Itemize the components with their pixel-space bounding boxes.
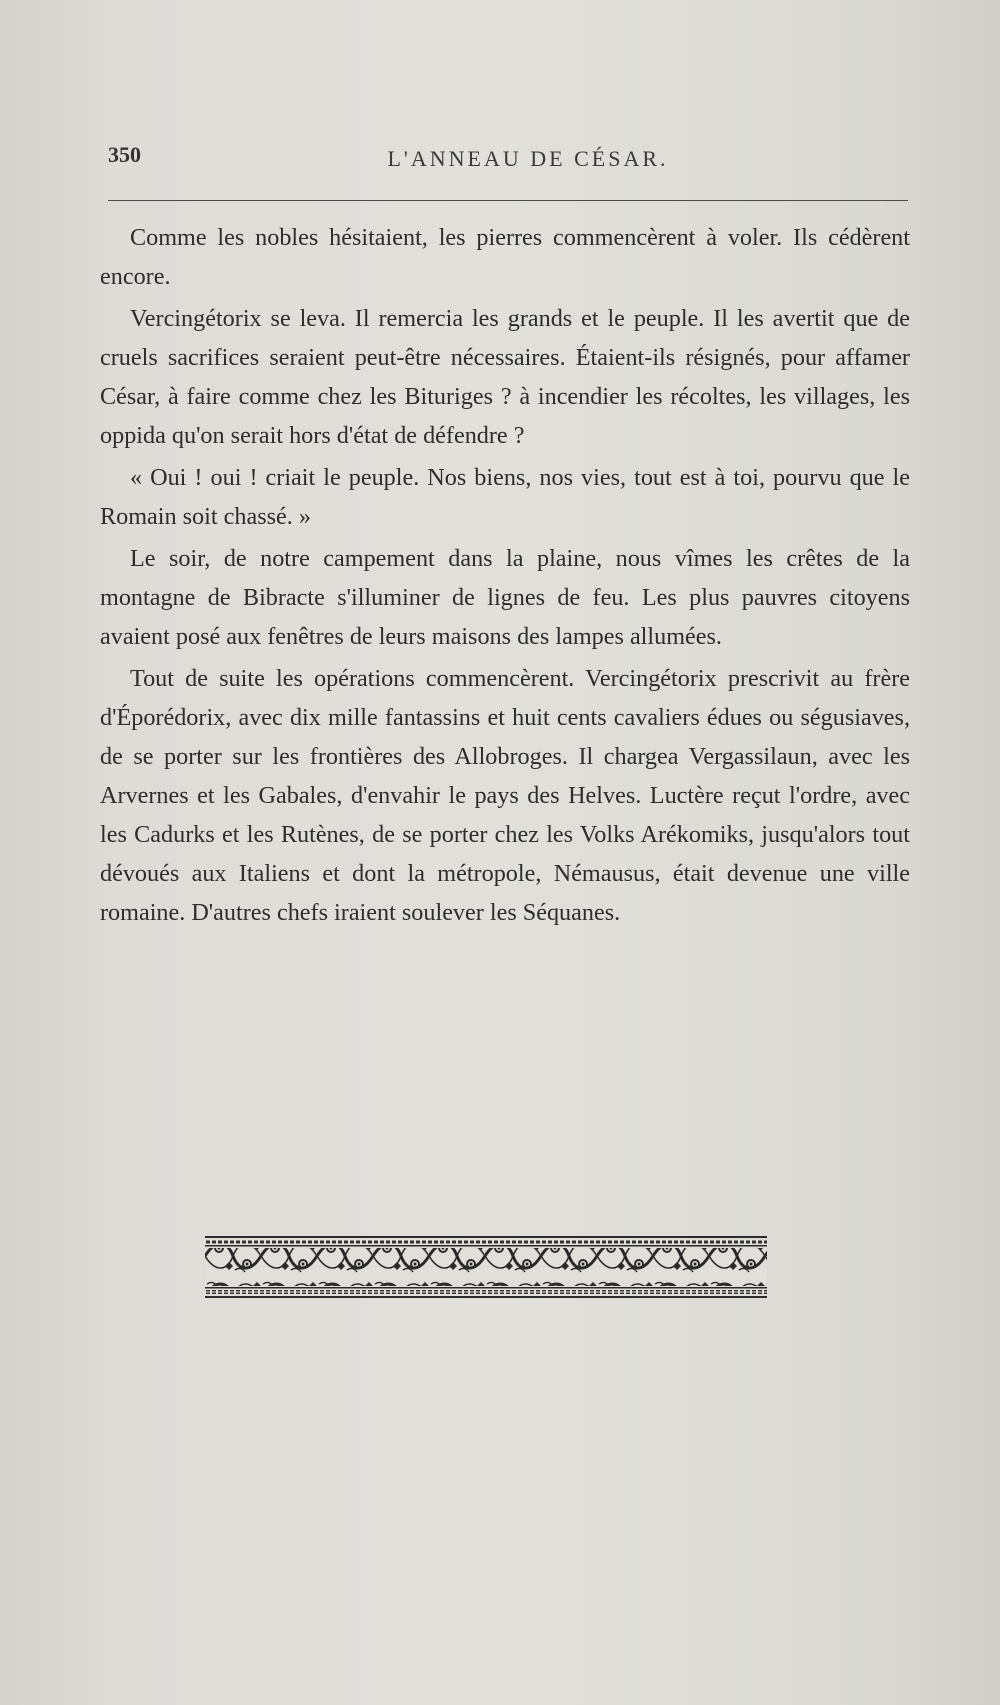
paragraph: Vercingétorix se leva. Il remercia les grands et le peuple. Il les avertit que de cruels sacrifices seraient peut-être nécessaires. Étaient-ils résignés, pour affamer César, à faire comme chez les Bituriges ? à incendier les récoltes, les villages, les oppida qu'on serait hors d'état de défendre ? (100, 305, 910, 449)
ornament-icon (205, 1236, 767, 1298)
running-title: L'ANNEAU DE CÉSAR. (387, 146, 669, 171)
header-rule (108, 200, 908, 201)
page-number: 350 (108, 142, 141, 167)
paragraph: Comme les nobles hésitaient, les pierres commencèrent à voler. Ils cédèrent encore. (100, 224, 910, 290)
page-header (108, 140, 908, 180)
paragraph: « Oui ! oui ! criait le peuple. Nos biens, nos vies, tout est à toi, pourvu que le Romain soit chassé. » (100, 464, 910, 530)
text-body (100, 218, 910, 935)
paragraph: Tout de suite les opérations commencèrent. Vercingétorix prescrivit au frère d'Éporédorix, avec dix mille fantassins et huit cents cavaliers édues ou ségusiaves, de se porter sur les frontières des Allobroges. Il chargea Vergassilaun, avec les Arvernes et les Gabales, d'envahir le pays des Helves. Luctère reçut l'ordre, avec les Cadurks et les Rutènes, de se porter chez les Volks Arékomiks, jusqu'alors tout dévoués aux Italiens et dont la métropole, Némausus, était devenue une ville romaine. D'autres chefs iraient soulever les Séquanes. (100, 665, 910, 926)
paragraph: Le soir, de notre campement dans la plaine, nous vîmes les crêtes de la montagne de Bibracte s'illuminer de lignes de feu. Les plus pauvres citoyens avaient posé aux fenêtres de leurs maisons des lampes allumées. (100, 545, 910, 650)
